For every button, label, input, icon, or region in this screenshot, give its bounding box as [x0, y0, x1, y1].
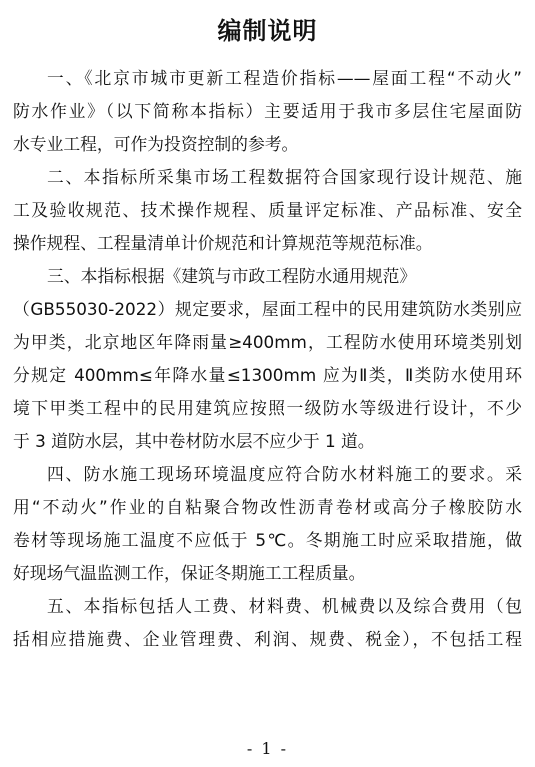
- paragraph-line: 防水作业》（以下简称本指标）主要适用于我市多层住宅屋面防: [13, 101, 522, 121]
- paragraph-line: 一、《北京市城市更新工程造价指标——屋面工程“不动火”: [47, 68, 522, 88]
- paragraph-line: 好现场气温监测工作，保证冬期施工工程质量。: [13, 563, 366, 583]
- paragraph-line: 四、防水施工现场环境温度应符合防水材料施工的要求。采: [47, 464, 522, 484]
- paragraph-line: 二、本指标所采集市场工程数据符合国家现行设计规范、施: [47, 167, 522, 187]
- document-body: [13, 62, 522, 656]
- paragraph-1: [13, 62, 522, 161]
- paragraph-line: 于 3 道防水层，其中卷材防水层不应少于 1 道。: [13, 431, 375, 451]
- paragraph-line: 境下甲类工程中的民用建筑应按照一级防水等级进行设计，不少: [13, 398, 522, 418]
- paragraph-line: 操作规程、工程量清单计价规范和计算规范等规范标准。: [13, 233, 433, 253]
- paragraph-3: [13, 260, 522, 458]
- paragraph-line: 工及验收规范、技术操作规程、质量评定标准、产品标准、安全: [13, 200, 522, 220]
- paragraph-line: （GB55030-2022）规定要求，屋面工程中的民用建筑防水类别应: [13, 299, 522, 319]
- paragraph-line: 三、本指标根据《建筑与市政工程防水通用规范》: [47, 266, 417, 286]
- paragraph-2: [13, 161, 522, 260]
- paragraph-line: 为甲类，北京地区年降雨量≥400mm，工程防水使用环境类别划: [13, 332, 522, 352]
- paragraph-4: [13, 458, 522, 590]
- paragraph-line: 用“不动火”作业的自粘聚合物改性沥青卷材或高分子橡胶防水: [13, 497, 522, 517]
- paragraph-line: 五、本指标包括人工费、材料费、机械费以及综合费用（包: [47, 596, 522, 616]
- paragraph-line: 括相应措施费、企业管理费、利润、规费、税金），不包括工程: [13, 629, 522, 649]
- paragraph-line: 水专业工程，可作为投资控制的参考。: [13, 134, 299, 154]
- document-title: 编制说明: [217, 16, 318, 45]
- page-number: - 1 -: [246, 739, 289, 758]
- paragraph-5: [13, 590, 522, 656]
- paragraph-line: 分规定 400mm≤年降水量≤1300mm 应为Ⅱ类，Ⅱ类防水使用环: [13, 365, 522, 385]
- paragraph-line: 卷材等现场施工温度不应低于 5℃。冬期施工时应采取措施，做: [13, 530, 522, 550]
